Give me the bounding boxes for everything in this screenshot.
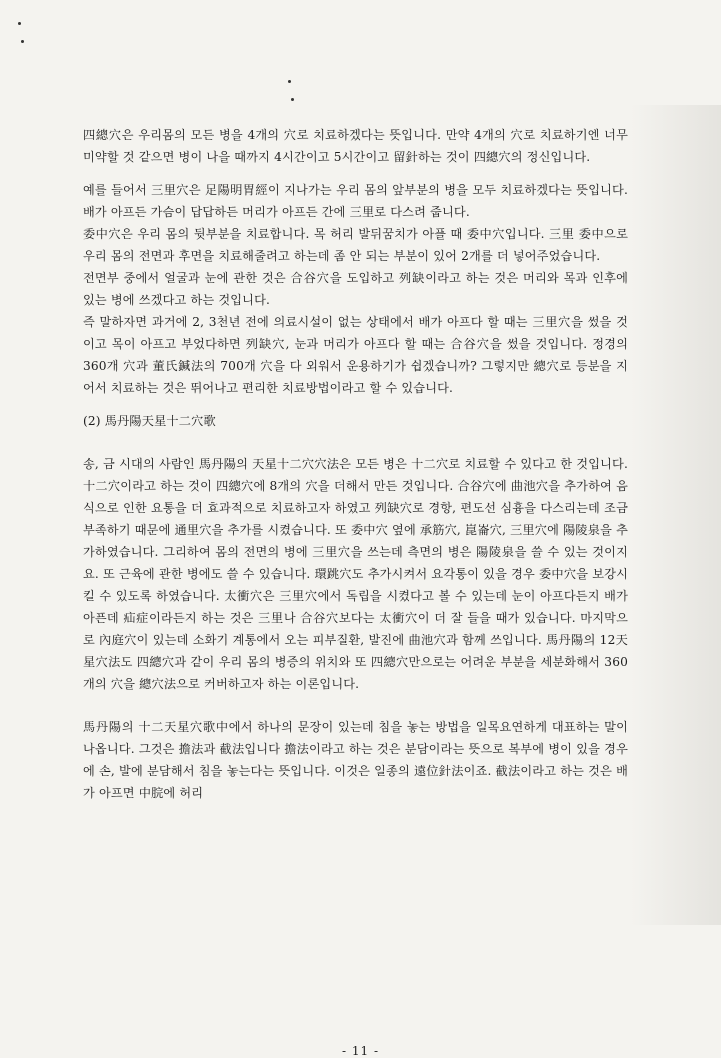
body-text [83,124,628,804]
paragraph: 馬丹陽의 十二天星穴歌中에서 하나의 문장이 있는데 침을 놓는 방법을 일목요연하게 대표하는 말이 나옵니다. 그것은 擔法과 截法입니다 擔法이라고 하는 것은 분담이라는 뜻으로 복부에 병이 있을 경우에 손, 발에 분담해서 침을 놓는다는 뜻입니다. 이것은 일종의 遠位針法이죠. 截法이라고 하는 것은 배가 아프면 中脘에 허리 [83,720,628,800]
page-number: - 11 - [341,1044,379,1058]
scan-speck [291,98,294,101]
paragraph: 즉 말하자면 과거에 2, 3천년 전에 의료시설이 없는 상태에서 배가 아프다 할 때는 三里穴을 썼을 것이고 목이 아프고 부었다하면 列缺穴, 눈과 머리가 아프다 할 때는 合谷穴을 썼을 것입니다. 정경의 360개 穴과 董氏鍼法의 700개 穴을 다 외워서 운용하기가 쉽겠습니까? 그렇지만 總穴로 등분을 지어서 치료하는 것은 뛰어나고 편리한 치료방법이라고 할 수 있습니다. [83,315,628,395]
scan-speck [18,22,21,25]
paragraph: 송, 금 시대의 사람인 馬丹陽의 天星十二穴穴法은 모든 병은 十二穴로 치료할 수 있다고 한 것입니다. 十二穴이라고 하는 것이 四總穴에 8개의 穴을 더해서 만든 것입니다. 合谷穴에 曲池穴을 추가하여 음식으로 인한 요통을 더 효과적으로 치료하고자 하였고 列缺穴로 경항, 편도선 심흉을 다스리는데 조금 부족하기 때문에 通里穴을 추가를 시켰습니다. 또 委中穴 옆에 承筋穴, 崑崙穴, 三里穴에 陽陵泉을 추가하였습니다. 그리하여 몸의 전면의 병에 三里穴을 쓰는데 측면의 병은 陽陵泉을 쓸 수 있는 것이지요. 또 근육에 관한 병에도 쓸 수 있습니다. 環跳穴도 추가시켜서 요각통이 있을 경우 委中穴을 보강시킬 수 있도록 하였습니다. 太衝穴은 三里穴에서 독립을 시켰다고 볼 수 있는데 눈이 아프다든지 배가 아픈데 疝症이라든지 하는 것은 三里나 合谷穴보다는 太衝穴이 더 잘 들을 때가 있습니다. 마지막으로 內庭穴이 있는데 소화기 계통에서 오는 피부질환, 발진에 曲池穴과 함께 쓰입니다. 馬丹陽의 12天星穴法도 四總穴과 같이 우리 몸의 병증의 위치와 또 四總穴만으로는 어려운 부분을 세분화해서 360개의 穴을 總穴法으로 커버하고자 하는 이론입니다. [83,457,628,691]
paragraph: 四總穴은 우리몸의 모든 병을 4개의 穴로 치료하겠다는 뜻입니다. 만약 4개의 穴로 치료하기엔 너무 미약할 것 같으면 병이 나을 때까지 4시간이고 5시간이고 留針하는 것이 四總穴의 정신입니다. [83,128,628,164]
paragraph: 예를 들어서 三里穴은 足陽明胃經이 지나가는 우리 몸의 앞부분의 병을 모두 치료하겠다는 뜻입니다. 배가 아프든 가슴이 답답하든 머리가 아프든 간에 三里로 다스려 줍니다. [83,183,628,219]
section-heading: (2) 馬丹陽天星十二穴歌 [83,414,216,428]
paragraph: 委中穴은 우리 몸의 뒷부분을 치료합니다. 목 허리 발뒤꿈치가 아플 때 委中穴입니다. 三里 委中으로 우리 몸의 전면과 후면을 치료해줄려고 하는데 좀 안 되는 부분이 있어 2개를 더 넣어주었습니다. [83,227,628,263]
bleed-through-shadow [631,105,721,925]
paragraph: 전면부 중에서 얼굴과 눈에 관한 것은 合谷穴을 도입하고 列缺이라고 하는 것은 머리와 목과 인후에 있는 병에 쓰겠다고 하는 것입니다. [83,271,628,307]
scan-speck [21,40,24,43]
scan-speck [288,80,291,83]
